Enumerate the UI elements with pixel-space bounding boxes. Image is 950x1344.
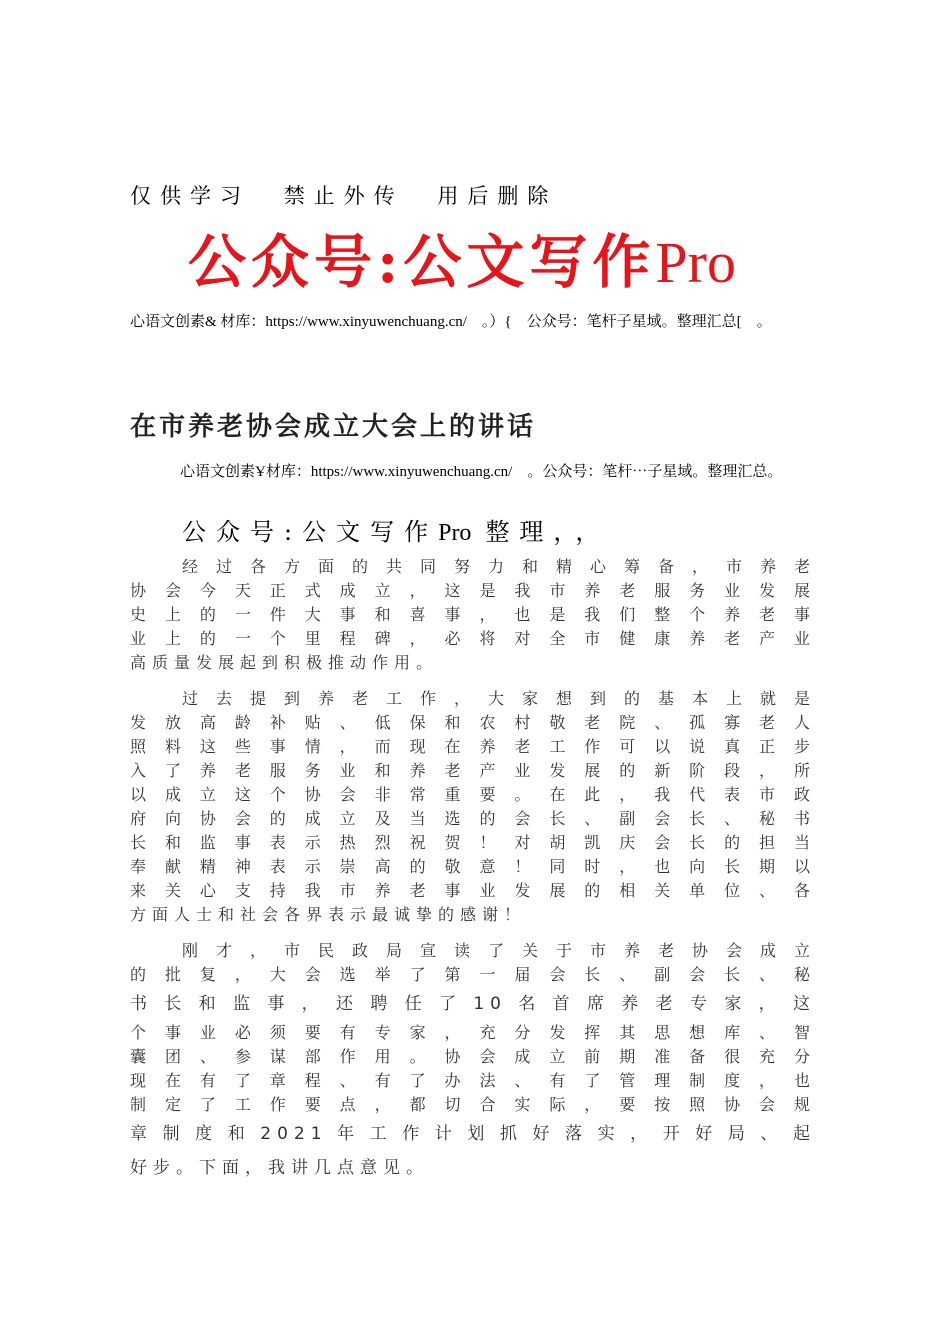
paragraph-line: 刚才，市民政局宣读了关于市养老协会成立	[182, 941, 816, 960]
brand-pro: Pro	[655, 230, 736, 295]
paragraph-line: 章制度和2021年工作计划抓好落实，开好局、起	[130, 1124, 816, 1144]
source-line-top: 心语文创素& 材库：https://www.xinyuwenchuang.cn/ 。）{ 公众号：笔杆子星域。整理汇总[ 。	[130, 314, 772, 330]
brand-banner	[188, 222, 736, 303]
paragraph-line: 以成立这个协会非常重要。在此，我代表市政	[130, 785, 816, 804]
paragraph-line: 来关心支持我市养老事业发展的相关单位、各	[130, 881, 816, 900]
subtitle-line	[182, 512, 609, 547]
paragraph-line: 个事业必须要有专家，充分发挥其思想库、智	[130, 1023, 816, 1042]
paragraph-2	[130, 687, 816, 927]
notice-part-1: 仅供学习	[130, 184, 250, 208]
paragraph-line: 长和监事表示热烈祝贺！对胡凯庆会长的担当	[130, 833, 816, 852]
paragraph-1	[130, 555, 816, 675]
paragraph-line: 的批复，大会选举了第一届会长、副会长、秘	[130, 965, 816, 984]
subtitle-tail: 整理，，	[485, 518, 610, 546]
paragraph-line: 囊团、参谋部作用。协会成立前期准备很充分	[130, 1047, 816, 1066]
paragraph-line: 协会今天正式成立，这是我市养老服务业发展	[130, 581, 816, 600]
paragraph-line: 好步。下面，我讲几点意见。	[130, 1158, 429, 1178]
paragraph-line: 史上的一件大事和喜事，也是我们整个养老事	[130, 605, 816, 624]
paragraph-line: 照料这些事情，而现在养老工作可以说真正步	[130, 737, 816, 756]
document-title: 在市养老协会成立大会上的讲话	[130, 412, 537, 442]
paragraph-line: 奉献精神表示崇高的敬意！同时，也向长期以	[130, 857, 816, 876]
subtitle-pro: Pro	[438, 520, 472, 546]
paragraph-line: 过去提到养老工作，大家想到的基本上就是	[182, 689, 816, 708]
paragraph-line: 制定了工作要点，都切合实际，要按照协会规	[130, 1095, 816, 1114]
paragraph-line: 府向协会的成立及当选的会长、副会长、秘书	[130, 809, 816, 828]
notice-part-3: 用后删除	[437, 184, 558, 208]
paragraph-line: 现在有了章程、有了办法、有了管理制度，也	[130, 1071, 816, 1090]
document-body	[130, 555, 816, 1197]
source-line-body: 心语文创素Ұ材库：https://www.xinyuwenchuang.cn/ 。公众号：笔杆⋯子星域。整理汇总。	[180, 464, 783, 480]
paragraph-line: 高质量发展起到积极推动作用。	[130, 653, 439, 672]
paragraph-line: 方面人士和社会各界表示最诚挚的感谢！	[130, 905, 527, 924]
paragraph-line: 发放高龄补贴、低保和农村敬老院、孤寡老人	[130, 713, 816, 732]
paragraph-3	[130, 939, 816, 1185]
paragraph-line: 经过各方面的共同努力和精心筹备，市养老	[182, 557, 816, 576]
notice-part-2: 禁止外传	[283, 184, 404, 208]
usage-notice	[130, 180, 575, 210]
paragraph-line: 书长和监事，还聘任了10名首席养老专家，这	[130, 994, 816, 1014]
brand-chinese: 公众号:公文写作	[188, 228, 656, 296]
paragraph-line: 业上的一个里程碑，必将对全市健康养老产业	[130, 629, 816, 648]
paragraph-line: 入了养老服务业和养老产业发展的新阶段，所	[130, 761, 816, 780]
subtitle-chinese: 公众号:公文写作	[182, 518, 439, 546]
